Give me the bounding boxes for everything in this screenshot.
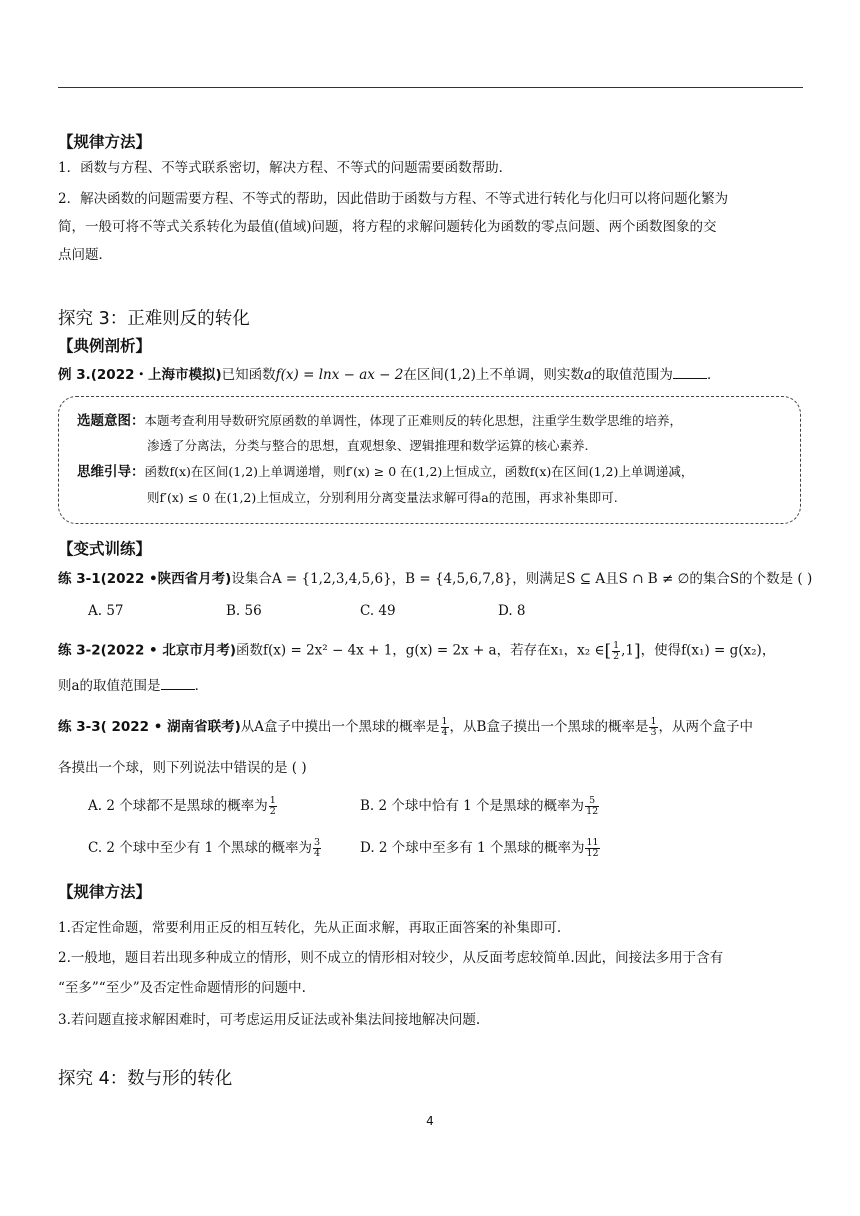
rule-method-2-item-1: 1.否定性命题，常要利用正反的相互转化，先从正面求解，再取正面答案的补集即可. — [58, 920, 562, 936]
guide-label: 思维引导： — [77, 464, 145, 480]
question-source: ( 2022 • 湖南省联考) — [100, 719, 241, 735]
option-a — [88, 796, 278, 817]
example-text-3: 的取值范围为 — [591, 367, 673, 383]
option-d — [360, 838, 601, 859]
option-b — [360, 796, 600, 817]
rule-method-2-item-3: 3.若问题直接求解困难时，可考虑运用反证法或补集法间接地解决问题. — [58, 1012, 481, 1028]
rule-method-heading-2: 【规律方法】 — [58, 883, 152, 901]
rule-method-item-2-line3: 点问题． — [58, 247, 112, 263]
guide-text: 函数f(x)在区间(1,2)上单调递增，则f′(x) ≥ 0 在(1,2)上恒成立，函数f(x)在区间(1,2)上单调递减， — [144, 464, 694, 479]
fraction-denominator: 3 — [650, 727, 657, 738]
question-label: 练 3-3 — [58, 719, 101, 735]
fraction-numerator: 5 — [585, 796, 599, 807]
fraction-numerator: 3 — [313, 837, 321, 849]
fraction-denominator: 4 — [441, 727, 448, 738]
question-text: 设集合A = {1,2,3,4,5,6}，B = {4,5,6,7,8}，则满足S ⊆ A且S ∩ B ≠ ∅的集合S的个数是 ( ) — [231, 571, 813, 587]
example-function: f(x) = lnx − ax − 2 — [275, 367, 404, 383]
option-a: A. 57 — [88, 603, 124, 619]
probability-fraction — [441, 717, 449, 738]
option-fraction — [313, 838, 321, 859]
question-source: (2022 • 北京市月考) — [100, 642, 237, 659]
fraction-numerator: 1 — [269, 795, 276, 807]
question-text: 从A盒子中摸出一个黑球的概率是 — [240, 719, 440, 735]
fraction-denominator: 12 — [586, 848, 599, 859]
question-text-2: ，从B盒子摸出一个黑球的概率是 — [449, 719, 649, 735]
rule-method-item-1: 1．函数与方程、不等式联系密切，解决方程、不等式的问题需要函数帮助． — [58, 160, 513, 176]
option-text: D. 2 个球中至多有 1 个黑球的概率为 — [360, 840, 585, 856]
question-text-2: ，使得f(x₁) = g(x₂)， — [640, 642, 776, 659]
question-3-2 — [58, 638, 775, 664]
intent-row-2: 渗透了分离法，分类与整合的思想，直观想象、逻辑推理和数学运算的核心素养. — [147, 438, 589, 453]
analysis-box — [58, 396, 801, 524]
interval-fraction — [612, 641, 620, 662]
interval-bracket-close: ] — [634, 641, 641, 661]
fraction-denominator: 2 — [613, 650, 620, 662]
page-number: 4 — [426, 1114, 434, 1128]
rule-method-2-item-2-line2: “至多”“至少”及否定性命题情形的问题中. — [58, 980, 306, 996]
question-source: (2022 •陕西省月考) — [100, 571, 232, 587]
variant-heading: 【变式训练】 — [58, 540, 152, 558]
fraction-numerator: 1 — [613, 639, 620, 651]
question-end: ． — [194, 678, 209, 694]
option-fraction — [585, 838, 599, 859]
section-3-title: 探究 3：正难则反的转化 — [58, 309, 250, 329]
option-c — [88, 838, 322, 859]
example-source: (2022・上海市模拟) — [90, 367, 222, 383]
example-end: ． — [706, 367, 721, 383]
question-text-3: ，从两个盒子中 — [658, 719, 754, 735]
intent-row — [77, 411, 682, 432]
guide-row — [77, 462, 693, 483]
rule-method-2-item-2-line1: 2.一般地，题目若出现多种成立的情形，则不成立的情形相对较少，从反面考虑较简单.因此，间接法多用于含有 — [58, 950, 724, 966]
question-text: 函数f(x) = 2x² − 4x + 1，g(x) = 2x + a，若存在x₁，x₂ ∈ — [236, 642, 605, 659]
option-c: C. 49 — [360, 603, 396, 619]
option-d: D. 8 — [498, 603, 526, 619]
option-fraction — [269, 796, 277, 817]
option-text: A. 2 个球都不是黑球的概率为 — [88, 798, 268, 814]
fraction-denominator: 2 — [269, 806, 276, 817]
fraction-numerator: 11 — [586, 837, 599, 849]
example-text: 已知函数 — [221, 367, 276, 383]
example-3 — [58, 365, 720, 386]
question-text-3: 则a的取值范围是 — [58, 678, 161, 694]
fraction-denominator: 12 — [586, 806, 599, 817]
question-3-3-line2: 各摸出一个球，则下列说法中错误的是 ( ) — [58, 760, 307, 776]
rule-method-item-2-line1: 2．解决函数的问题需要方程、不等式的帮助，因此借助于函数与方程、不等式进行转化与化归可以将问题化繁为 — [58, 191, 729, 207]
option-b: B. 56 — [226, 603, 262, 619]
rule-method-item-2-line2: 简，一般可将不等式关系转化为最值(值域)问题，将方程的求解问题转化为函数的零点问题、两个函数图象的交 — [58, 219, 717, 235]
option-text: C. 2 个球中至少有 1 个黑球的概率为 — [88, 840, 312, 856]
fraction-numerator: 1 — [441, 716, 448, 728]
example-label: 例 3. — [58, 367, 91, 383]
rule-method-heading: 【规律方法】 — [58, 133, 152, 151]
question-3-3 — [58, 717, 753, 738]
interval-end: ,1 — [621, 642, 635, 659]
interval-bracket-open: [ — [604, 641, 612, 661]
header-rule — [58, 87, 803, 88]
question-3-1 — [58, 569, 812, 590]
option-text: B. 2 个球中恰有 1 个是黑球的概率为 — [360, 798, 585, 814]
fraction-numerator: 1 — [650, 716, 657, 728]
probability-fraction — [649, 717, 657, 738]
answer-blank — [673, 366, 707, 379]
example-variable: a — [583, 367, 592, 383]
guide-row-2: 则f′(x) ≤ 0 在(1,2)上恒成立，分别利用分离变量法求解可得a的范围，再求补集即可. — [147, 490, 618, 505]
fraction-denominator: 4 — [313, 848, 321, 859]
answer-blank — [161, 677, 195, 690]
section-4-title: 探究 4：数与形的转化 — [58, 1069, 233, 1089]
example-heading: 【典例剖析】 — [58, 337, 152, 355]
intent-text: 本题考查利用导数研究原函数的单调性，体现了正难则反的转化思想，注重学生数学思维的培养， — [144, 413, 683, 428]
example-text-2: 在区间(1,2)上不单调，则实数 — [403, 367, 584, 383]
question-3-2-line2 — [58, 676, 208, 697]
option-fraction — [585, 796, 599, 817]
intent-label: 选题意图： — [77, 413, 145, 429]
question-label: 练 3-1 — [58, 571, 101, 587]
question-label: 练 3-2 — [58, 642, 101, 659]
